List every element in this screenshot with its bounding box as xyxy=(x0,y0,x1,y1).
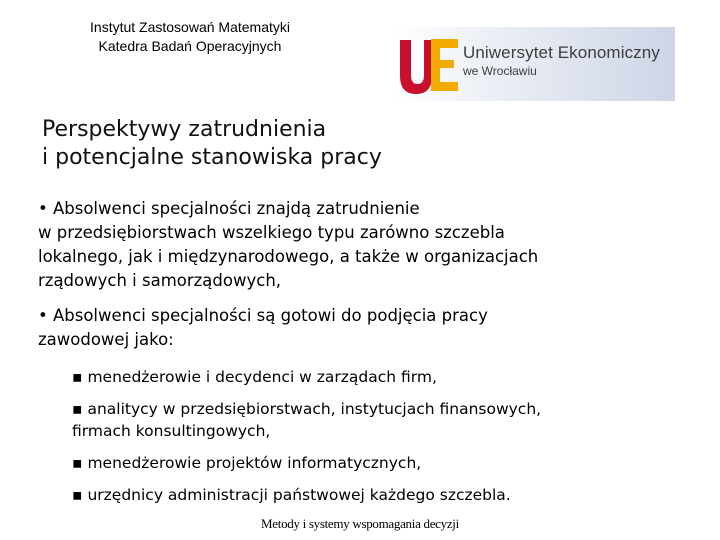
sub-bullet-item xyxy=(72,484,698,506)
slide-title-line: i potencjalne stanowiska pracy xyxy=(42,145,382,170)
sub-bullet-line: ▪ urzędnicy administracji państwowej każdego szczebla. xyxy=(72,486,511,504)
sub-bullet-marker: ▪ xyxy=(72,454,83,472)
bullet-line: • Absolwenci specjalności są gotowi do podjęcia pracy xyxy=(38,306,488,325)
bullet-line: zawodowej jako: xyxy=(38,330,174,349)
sub-bullet-line: ▪ menedżerowie i decydenci w zarządach firm, xyxy=(72,368,437,386)
bullet-item xyxy=(38,197,698,293)
sub-bullet-line: ▪ menedżerowie projektów informatycznych, xyxy=(72,454,422,472)
sub-bullet-item xyxy=(72,452,698,474)
slide-footer: Metody i systemy wspomagania decyzji xyxy=(261,516,459,531)
sub-bullet-marker: ▪ xyxy=(72,368,83,386)
sub-bullet-item xyxy=(72,398,698,442)
logo-university-city: we Wrocławiu xyxy=(463,64,537,78)
slide-title-line: Perspektywy zatrudnienia xyxy=(42,117,327,142)
bullet-marker: • xyxy=(38,199,48,218)
slide-title xyxy=(42,116,682,172)
bullet-line: • Absolwenci specjalności znajdą zatrudnienie xyxy=(38,199,420,218)
department-name: Katedra Badań Operacyjnych xyxy=(98,38,282,54)
sub-bullet-line: ▪ analitycy w przedsiębiorstwach, instytucjach finansowych, xyxy=(72,400,542,418)
ue-logo-mark-icon xyxy=(393,27,463,101)
sub-bullet-item xyxy=(72,366,698,388)
bullet-line: lokalnego, jak i międzynarodowego, a także w organizacjach xyxy=(38,247,539,266)
bullet-line: rządowych i samorządowych, xyxy=(38,271,282,290)
university-logo xyxy=(393,27,675,101)
bullet-line: w przedsiębiorstwach wszelkiego typu zarówno szczebla xyxy=(38,223,505,242)
institute-name: Instytut Zastosowań Matematyki xyxy=(90,19,290,35)
logo-letter-e xyxy=(431,39,458,91)
institute-header xyxy=(40,18,340,56)
logo-letter-u xyxy=(400,40,432,94)
sub-bullet-marker: ▪ xyxy=(72,400,83,418)
sub-bullet-line: firmach konsultingowych, xyxy=(72,422,271,440)
bullet-marker: • xyxy=(38,306,48,325)
bullet-item xyxy=(38,304,698,352)
logo-university-name: Uniwersytet Ekonomiczny xyxy=(463,43,660,62)
slide-body xyxy=(38,197,698,514)
sub-bullet-marker: ▪ xyxy=(72,486,83,504)
